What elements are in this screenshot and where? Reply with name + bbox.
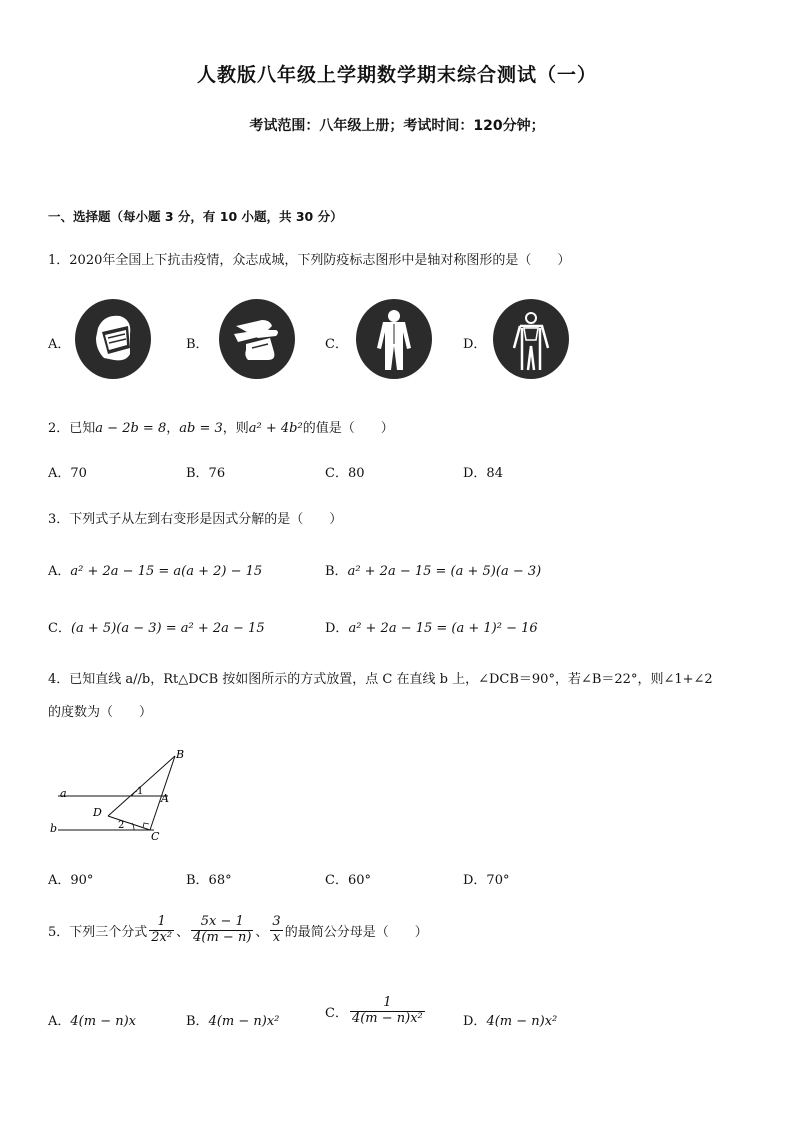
q5-prefix: 5．下列三个分式 (48, 924, 148, 940)
q5-option-a-label: A． (48, 1014, 71, 1029)
q2-condition-2: ab = 3 (179, 421, 223, 436)
q2-mid: ，则 (222, 421, 249, 436)
q5-fraction-2 (191, 915, 253, 946)
q4-option-d: D．70° (463, 873, 510, 888)
exam-info: 考试范围：八年级上册；考试时间：120分钟； (249, 118, 545, 134)
q4-option-b: B．68° (186, 873, 232, 888)
q4-option-c: C．60° (325, 873, 371, 888)
protective-suit-outline-icon (492, 298, 570, 380)
q2-suffix: 的值是（ ） (302, 421, 394, 436)
q5-fraction-3 (270, 915, 282, 946)
q5-option-a (48, 1010, 136, 1029)
question-4-line-1: 4．已知直线 a//b，Rt△DCB 按如图所示的方式放置，点 C 在直线 b 上，∠DCB＝90°，若∠B＝22°，则∠1+∠2 (48, 672, 713, 687)
q3-option-d-label: D． (325, 621, 349, 636)
q5-f3-numerator: 3 (272, 914, 281, 929)
q5-option-c-numerator: 1 (350, 996, 425, 1012)
q5-option-b-label: B． (186, 1014, 209, 1029)
question-1-text: 1．2020年全国上下抗击疫情，众志成城，下列防疫标志图形中是轴对称图形的是（ ） (48, 253, 571, 268)
q2-option-d: D．84 (463, 466, 503, 481)
q5-f3-denominator: x (272, 929, 281, 945)
q1-option-a-label: A． (48, 337, 71, 352)
q3-option-a (48, 560, 262, 579)
q5-f1-denominator: 2x² (151, 929, 173, 945)
q1-option-c-label: C． (325, 337, 348, 352)
q5-sep-2: 、 (255, 924, 269, 940)
q1-option-b-label: B． (186, 337, 209, 352)
q2-prefix: 2．已知 (48, 421, 96, 436)
question-3-text: 3．下列式子从左到右变形是因式分解的是（ ） (48, 512, 343, 527)
q3-option-d (325, 617, 538, 636)
label-a-point: A (161, 792, 169, 805)
q5-option-c-denominator: 4(m − n)x² (351, 1010, 423, 1026)
q2-expression: a² + 4b² (248, 421, 303, 436)
q5-f2-numerator: 5x − 1 (191, 915, 253, 931)
q2-option-c: C．80 (325, 466, 365, 481)
q3-option-c-label: C． (48, 621, 71, 636)
label-angle-2: 2 (118, 820, 125, 831)
q3-option-b (325, 560, 541, 579)
q2-option-b: B．76 (186, 466, 226, 481)
q3-option-c (48, 617, 265, 636)
q2-option-a: A．70 (48, 466, 87, 481)
protective-suit-icon (355, 298, 433, 380)
q1-option-d-label: D． (463, 337, 487, 352)
section-heading: 一、选择题（每小题 3 分，有 10 小题，共 30 分） (48, 209, 343, 224)
q5-f2-denominator: 4(m − n) (193, 929, 252, 945)
question-4-line-2: 的度数为（ ） (48, 705, 153, 720)
q5-option-c-fraction (350, 996, 425, 1027)
q5-option-c (325, 996, 427, 1027)
label-angle-1: 1 (137, 786, 144, 797)
label-d-point: D (93, 806, 102, 819)
q5-fraction-1 (149, 915, 174, 946)
q3-option-c-expr: (a + 5)(a − 3) = a² + 2a − 15 (70, 621, 265, 636)
geometry-figure (48, 742, 208, 842)
q5-option-d-expr: 4(m − n)x² (486, 1014, 558, 1029)
page-title: 人教版八年级上学期数学期末综合测试（一） (196, 64, 597, 86)
q2-condition-1: a − 2b = 8 (95, 421, 167, 436)
q5-option-b (186, 1010, 279, 1029)
label-c-point: C (151, 830, 160, 842)
q5-sep-1: 、 (176, 924, 190, 940)
q3-option-a-expr: a² + 2a − 15 = a(a + 2) − 15 (70, 564, 263, 579)
label-b-point: B (176, 748, 185, 761)
q5-f1-numerator: 1 (149, 915, 174, 931)
q3-option-d-expr: a² + 2a − 15 = (a + 1)² − 16 (348, 621, 538, 636)
q5-suffix: 的最简公分母是（ ） (284, 924, 428, 940)
q5-option-b-expr: 4(m − n)x² (208, 1014, 280, 1029)
q5-option-d (463, 1010, 557, 1029)
q3-option-b-label: B． (325, 564, 348, 579)
q3-option-a-label: A． (48, 564, 71, 579)
label-line-b: b (50, 822, 58, 835)
label-line-a: a (60, 787, 67, 800)
question-2-text (48, 417, 394, 436)
q2-separator: ， (166, 421, 180, 436)
q5-option-c-label: C． (325, 1005, 348, 1021)
q5-option-d-label: D． (463, 1014, 487, 1029)
gloves-icon (218, 298, 296, 380)
mask-icon (74, 298, 152, 380)
q4-option-a: A．90° (48, 873, 94, 888)
q3-option-b-expr: a² + 2a − 15 = (a + 5)(a − 3) (347, 564, 542, 579)
q5-option-a-expr: 4(m − n)x (70, 1014, 136, 1029)
question-5-text (48, 915, 428, 946)
right-angle-mark (143, 823, 149, 828)
